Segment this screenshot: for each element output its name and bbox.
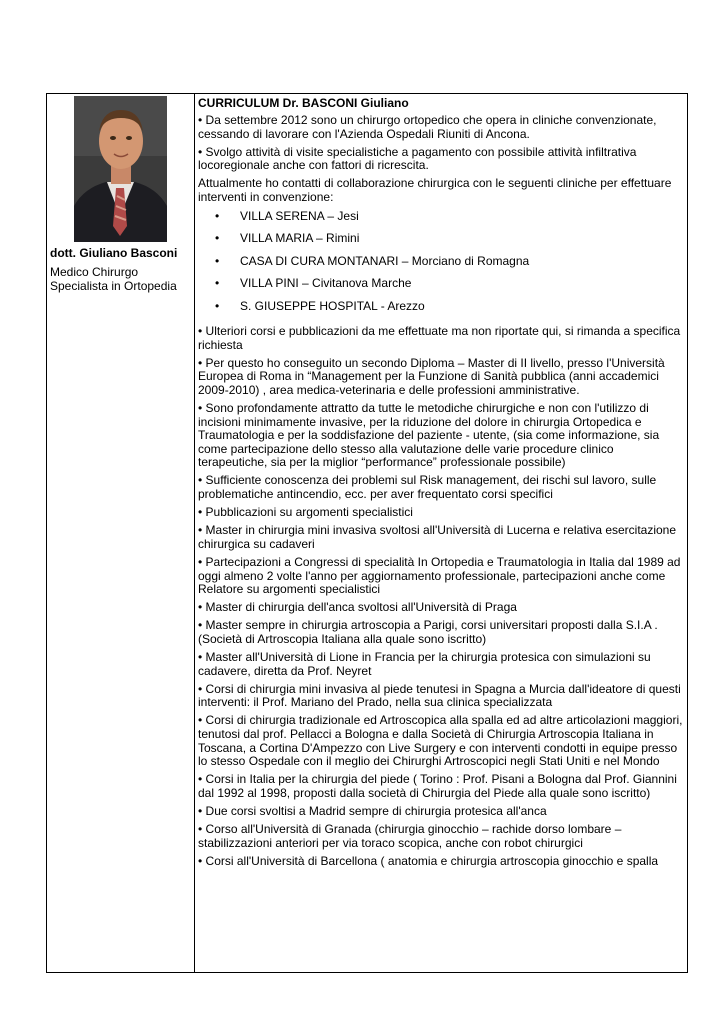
profile-photo <box>74 96 167 242</box>
bullet-icon: • <box>215 298 220 313</box>
cv-content <box>195 94 687 972</box>
cv-item: • Ulteriori corsi e pubblicazioni da me effettuate ma non riportate qui, si rimanda a specifica richiesta <box>198 324 681 352</box>
clinic-item: • CASA DI CURA MONTANARI – Morciano di Romagna <box>215 253 530 268</box>
profile-name: dott. Giuliano Basconi <box>50 246 178 260</box>
cv-item: • Corso all'Università di Granada (chirurgia ginocchio – rachide dorso lombare – stabilizzazioni anteriori per via toraco scopica, anche con robot chirurgici <box>198 822 622 850</box>
bullet-icon: • <box>215 276 220 291</box>
clinic-item: • VILLA SERENA – Jesi <box>215 209 359 224</box>
profile-column <box>47 94 195 972</box>
cv-item: • Due corsi svoltisi a Madrid sempre di chirurgia protesica all'anca <box>198 803 547 818</box>
cv-item: • Corsi in Italia per la chirurgia del piede ( Torino : Prof. Pisani a Bologna dal Prof. Giannini dal 1992 al 1998, proposti dalla società di Chirurgia del Piede alla quale sono iscritto) <box>198 772 677 800</box>
cv-item: • Corsi di chirurgia mini invasiva al piede tenutesi in Spagna a Murcia dall'ideatore di questi interventi: il Prof. Mariano del Prado, nella sua clinica specializzata <box>198 681 681 710</box>
cv-item: • Sufficiente conoscenza dei problemi sul Risk management, dei rischi sul lavoro, sulle problematiche antincendio, ecc. per aver frequentato corsi specifici <box>198 473 657 502</box>
cv-paragraph: • Da settembre 2012 sono un chirurgo ortopedico che opera in cliniche convenzionate, cessando di lavorare con l'Azienda Ospedali Riuniti di Ancona. <box>198 113 657 141</box>
bullet-icon: • <box>215 253 220 268</box>
cv-table <box>46 93 688 973</box>
profile-role: Medico Chirurgo Specialista in Ortopedia <box>50 265 177 293</box>
bullet-icon: • <box>215 231 220 246</box>
cv-item: • Pubblicazioni su argomenti specialistici <box>198 505 413 520</box>
bullet-icon: • <box>215 209 220 224</box>
cv-item: • Sono profondamente attratto da tutte le metodiche chirurgiche e non con l'utilizzo di incisioni minimamente invasive, per la riduzione del dolore in chirurgia Ortopedica e Traumatologia e per la soddisfazione del paziente - utente, (sia come informazione, sia come partecipazione dello stesso alla valutazione delle varie procedure clinico terapeutiche, sia per la miglior “performance” professionale possibile) <box>198 400 660 470</box>
clinic-item: • VILLA MARIA – Rimini <box>215 231 360 246</box>
cv-paragraph: Attualmente ho contatti di collaborazione chirurgica con le seguenti cliniche per effettuare interventi in convenzione: <box>198 176 672 204</box>
cv-item: • Master all'Università di Lione in Francia per la chirurgia protesica con simulazioni su cadavere, diretta da Prof. Neyret <box>198 649 651 678</box>
cv-item: • Corsi all'Università di Barcellona ( anatomia e chirurgia artroscopia ginocchio e spalla <box>198 853 659 868</box>
cv-item: • Corsi di chirurgia tradizionale ed Artroscopica alla spalla ed ad altre articolazioni maggiori, tenutosi dal prof. Pellacci a Bologna e dalla Società di Chirurgia Artroscopia Italiana in Toscana, a Cortina D'Ampezzo con Live Surgery e con interventi condotti in equipe presso lo stesso Ospedale con il meglio dei Chirurghi Artroscopici negli Stati Uniti e nel Mondo <box>198 713 683 769</box>
clinic-item: • VILLA PINI – Civitanova Marche <box>215 276 412 291</box>
cv-item: • Master in chirurgia mini invasiva svoltosi all'Università di Lucerna e relativa esercitazione chirurgica su cadaveri <box>198 523 677 551</box>
cv-item: • Per questo ho conseguito un secondo Diploma – Master di II livello, presso l'Università Europea di Roma in “Management per la Funzione di Sanità pubblica (anni accademici 2009-2010) , area medica-veterinaria e delle professioni amministrative. <box>198 355 665 397</box>
cv-paragraph: • Svolgo attività di visite specialistiche a pagamento con possibile attività infiltrativa locoregionale anche con fattori di ricrescita. <box>198 144 637 173</box>
cv-item: • Master di chirurgia dell'anca svoltosi all'Università di Praga <box>198 600 517 615</box>
clinic-item: • S. GIUSEPPE HOSPITAL - Arezzo <box>215 298 425 313</box>
cv-item: • Partecipazioni a Congressi di specialità In Ortopedia e Traumatologia in Italia dal 1989 ad oggi almeno 2 volte l'anno per aggiornamento professionale, partecipazioni anche come Relatore su argomenti specialistici <box>198 554 681 597</box>
cv-title: CURRICULUM Dr. BASCONI Giuliano <box>198 96 409 110</box>
cv-item: • Master sempre in chirurgia artroscopia a Parigi, corsi universitari proposti dalla S.I.A . (Società di Artroscopia Italiana alla quale sono iscritto) <box>198 618 658 646</box>
clinic-list <box>198 209 683 321</box>
